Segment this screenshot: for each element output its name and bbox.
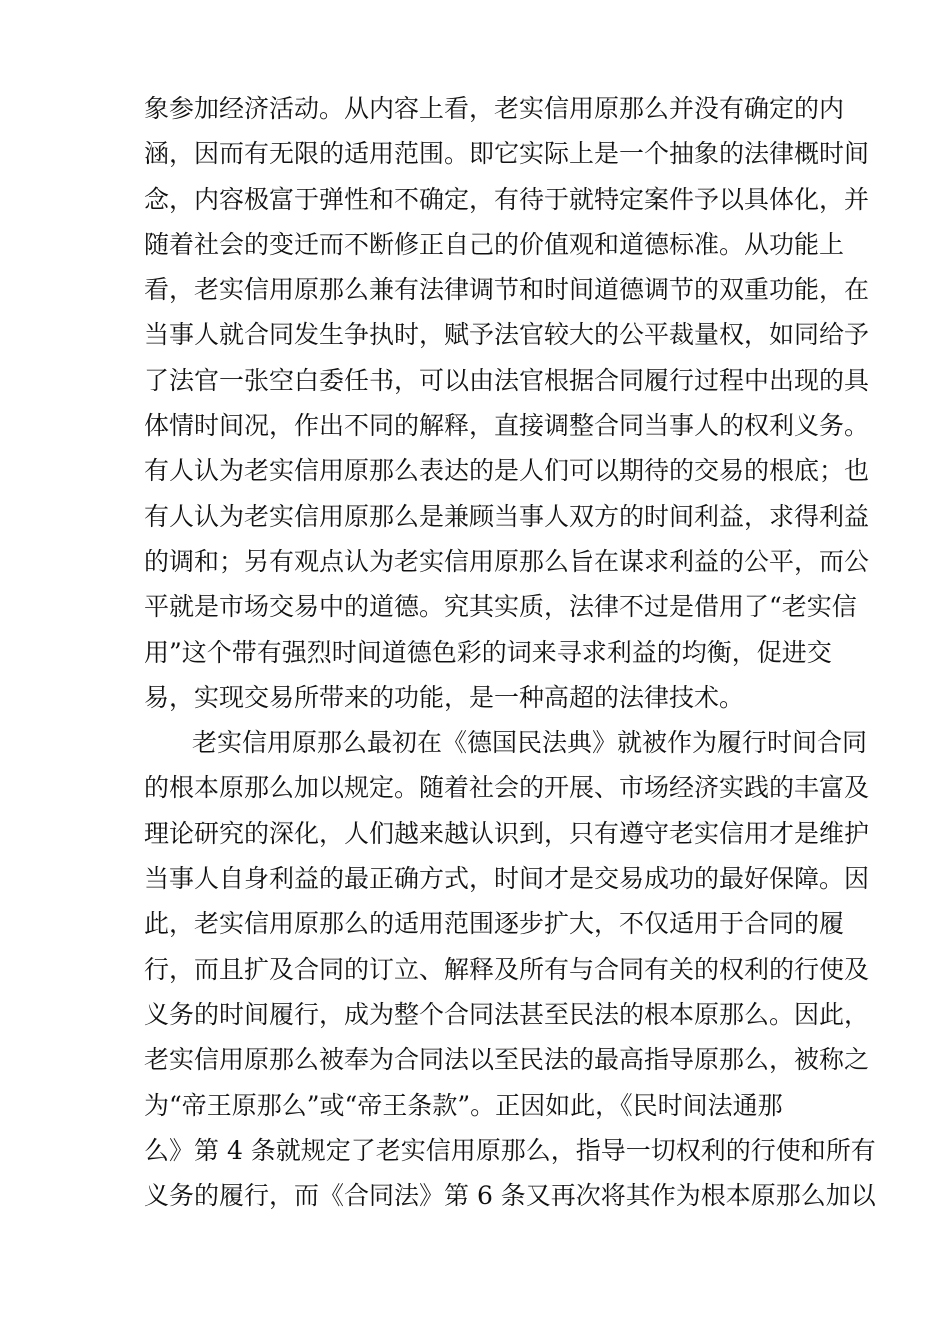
- body-text: [144, 86, 876, 1218]
- text-line: 义务的时间履行，成为整个合同法甚至民法的根本原那么。因此，: [144, 999, 870, 1029]
- text-line: 么》第 4 条就规定了老实信用原那么，指导一切权利的行使和所有: [144, 1135, 876, 1165]
- text-line: 平就是市场交易中的道德。究其实质，法律不过是借用了“老实信: [144, 592, 857, 622]
- text-line: 涵，因而有无限的适用范围。即它实际上是一个抽象的法律概时间: [144, 139, 870, 169]
- text-line: 了法官一张空白委任书，可以由法官根据合同履行过程中出现的具: [144, 365, 870, 395]
- text-line: 易，实现交易所带来的功能，是一种高超的法律技术。: [144, 682, 745, 712]
- text-line: 用”这个带有强烈时间道德色彩的词来寻求利益的均衡，促进交: [144, 637, 832, 667]
- text-line: 体情时间况，作出不同的解释，直接调整合同当事人的权利义务。: [144, 411, 870, 441]
- text-line: 义务的履行，而《合同法》第 6 条又再次将其作为根本原那么加以: [144, 1181, 876, 1211]
- text-line: 行，而且扩及合同的订立、解释及所有与合同有关的权利的行使及: [144, 954, 870, 984]
- text-line: 为“帝王原那么”或“帝王条款”。正因如此，《民时间法通那: [144, 1090, 783, 1120]
- text-line: 当事人就合同发生争执时，赋予法官较大的公平裁量权，如同给予: [144, 320, 870, 350]
- text-line: 看，老实信用原那么兼有法律调节和时间道德调节的双重功能，在: [144, 275, 870, 305]
- text-line: 理论研究的深化，人们越来越认识到，只有遵守老实信用才是维护: [144, 818, 870, 848]
- text-line: 象参加经济活动。从内容上看，老实信用原那么并没有确定的内: [144, 94, 845, 123]
- text-line: 随着社会的变迁而不断修正自己的价值观和道德标准。从功能上: [144, 229, 845, 259]
- text-line: 有人认为老实信用原那么是兼顾当事人双方的时间利益，求得利益: [144, 501, 870, 531]
- text-line: 老实信用原那么被奉为合同法以至民法的最高指导原那么，被称之: [144, 1045, 870, 1075]
- text-line: 的调和；另有观点认为老实信用原那么旨在谋求利益的公平，而公: [144, 546, 870, 576]
- text-line: 念，内容极富于弹性和不确定，有待于就特定案件予以具体化，并: [144, 184, 870, 214]
- text-line: 有人认为老实信用原那么表达的是人们可以期待的交易的根底；也: [144, 456, 870, 486]
- text-line: 当事人自身利益的最正确方式，时间才是交易成功的最好保障。因: [144, 864, 870, 894]
- paragraph-first-line: 老实信用原那么最初在《德国民法典》就被作为履行时间合同: [192, 728, 868, 758]
- text-line: 此，老实信用原那么的适用范围逐步扩大，不仅适用于合同的履: [144, 909, 845, 939]
- text-line: 的根本原那么加以规定。随着社会的开展、市场经济实践的丰富及: [144, 773, 870, 803]
